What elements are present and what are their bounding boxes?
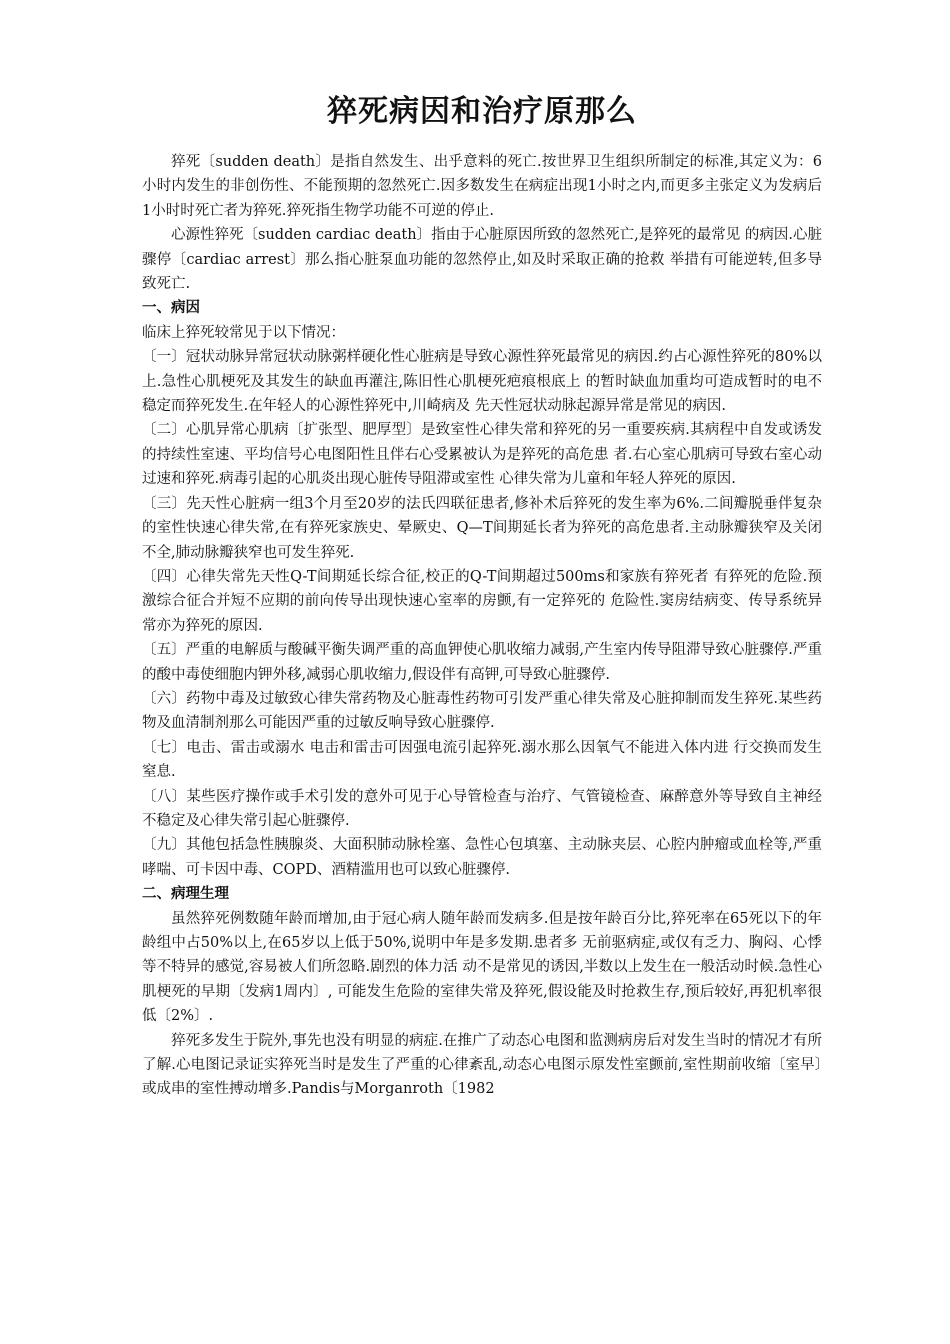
- document-page: [142, 92, 822, 1102]
- pathophysiology-paragraph-1: 虽然猝死例数随年龄而增加,由于冠心病人随年龄而发病多.但是按年龄百分比,猝死率在65死以下的年龄组中占50%以上,在65岁以上低于50%,说明中年是多发期.患者多 无前驱病症,或仅有乏力、胸闷、心悸等不特异的感觉,容易被人们所忽略.剧烈的体力活 动不是常见的诱因,半数以上发生在一般活动时候.急性心肌梗死的早期〔发病1周内〕, 可能发生危险的室律失常及猝死,假设能及时抢救生存,预后较好,再犯机率很低〔2%〕.: [142, 910, 822, 1025]
- list-item-3: 〔三〕先天性心脏病一组3个月至20岁的法氏四联征患者,修补术后猝死的发生率为6%.二间瓣脱垂伴复杂的室性快速心律失常,在有猝死家族史、晕厥史、Q—T间期延长者为猝死的高危患者.主动脉瓣狭窄及关闭不全,肺动脉瓣狭窄也可发生猝死.: [142, 495, 822, 561]
- list-item-8: 〔八〕某些医疗操作或手术引发的意外可见于心导管检查与治疗、气管镜检查、麻醉意外等导致自主神经不稳定及心律失常引起心脏骤停.: [142, 788, 822, 829]
- section-heading-pathophysiology: 二、病理生理: [142, 886, 229, 903]
- section-heading-etiology: 一、病因: [142, 300, 200, 317]
- list-item-1: 〔一〕冠状动脉异常冠状动脉粥样硬化性心脏病是导致心源性猝死最常见的病因.约占心源性猝死的80%以上.急性心肌梗死及其发生的缺血再灌注,陈旧性心肌梗死疤痕根底上 的暂时缺血加重均可造成暂时的电不稳定而猝死发生.在年轻人的心源性猝死中,川崎病及 先天性冠状动脉起源异常是常见的病因.: [142, 349, 822, 415]
- intro-paragraph-1: 猝死〔sudden death〕是指自然发生、出乎意料的死亡.按世界卫生组织所制定的标准,其定义为：6小时内发生的非创伤性、不能预期的忽然死亡.因多数发生在病症出现1小时之内,而更多主张定义为发病后1小时时死亡者为猝死.猝死指生物学功能不可逆的停止.: [142, 154, 822, 219]
- list-item-5: 〔五〕严重的电解质与酸碱平衡失调严重的高血钾使心肌收缩力减弱,产生室内传导阻滞导致心脏骤停.严重的酸中毒使细胞内钾外移,减弱心肌收缩力,假设伴有高钾,可导致心脏骤停.: [142, 642, 822, 683]
- pathophysiology-paragraph-2: 猝死多发生于院外,事先也没有明显的病症.在推广了动态心电图和监测病房后对发生当时的情况才有所了解.心电图记录证实猝死当时是发生了严重的心律紊乱,动态心电图示原发性室颤前,室性期前收缩〔室早〕或成串的室性搏动增多.Pandis与Morganroth〔1982: [142, 1032, 822, 1098]
- list-item-9: 〔九〕其他包括急性胰腺炎、大面积肺动脉栓塞、急性心包填塞、主动脉夹层、心腔内肿瘤或血栓等,严重哮喘、可卡因中毒、COPD、酒精滥用也可以致心脏骤停.: [142, 837, 822, 878]
- intro-paragraph-2: 心源性猝死〔sudden cardiac death〕指由于心脏原因所致的忽然死亡,是猝死的最常见 的病因.心脏骤停〔cardiac arrest〕那么指心脏泵血功能的忽然停止,如及时采取正确的抢救 举措有可能逆转,但多导致死亡.: [142, 227, 822, 293]
- list-item-7: 〔七〕电击、雷击或溺水 电击和雷击可因强电流引起猝死.溺水那么因氧气不能进入体内进 行交换而发生窒息.: [142, 739, 822, 781]
- document-title: 猝死病因和治疗原那么: [327, 94, 637, 129]
- list-item-4: 〔四〕心律失常先天性Q-T间期延长综合征,校正的Q-T间期超过500ms和家族有猝死者 有猝死的危险.预激综合征合并短不应期的前向传导出现快速心室率的房颤,有一定猝死的 危险性.窦房结病变、传导系统异常亦为猝死的原因.: [142, 568, 822, 634]
- list-item-6: 〔六〕药物中毒及过敏致心律失常药物及心脏毒性药物可引发严重心律失常及心脏抑制而发生猝死.某些药物及血清制剂那么可能因严重的过敏反响导致心脏骤停.: [142, 690, 822, 732]
- section-lead: 临床上猝死较常见于以下情况：: [142, 324, 345, 341]
- list-item-2: 〔二〕心肌异常心肌病〔扩张型、肥厚型〕是致室性心律失常和猝死的另一重要疾病.其病程中自发或诱发的持续性室速、平均信号心电图阳性且伴右心受累被认为是猝死的高危患 者.右心室心肌病可导致右室心动过速和猝死.病毒引起的心肌炎出现心脏传导阻滞或室性 心律失常为儿童和年轻人猝死的原因.: [142, 422, 822, 488]
